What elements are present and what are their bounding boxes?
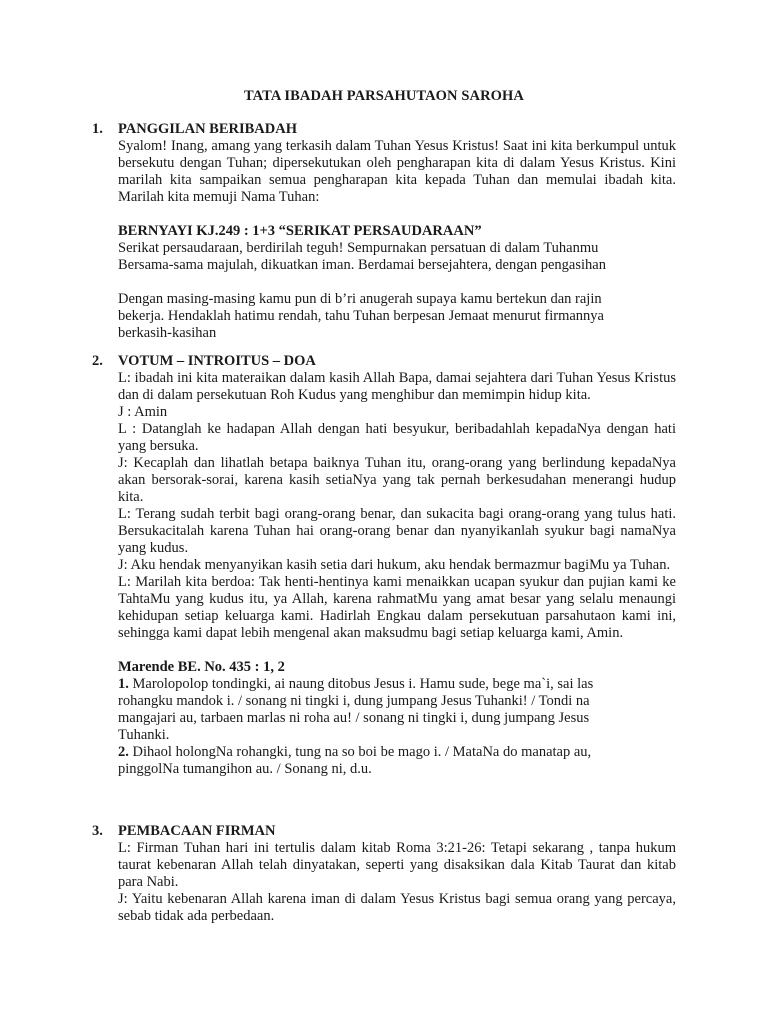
verse-line: berkasih-kasihan	[118, 325, 217, 341]
section-votum-introitus-doa	[92, 353, 676, 778]
verse-line: Serikat persaudaraan, berdirilah teguh! Sempurnakan persatuan di dalam Tuhanmu	[118, 240, 599, 256]
verse-line: rohangku mandok i. / sonang ni tingki i, dung jumpang Jesus Tuhanki! / Tondi na	[118, 693, 590, 709]
verse-line: pinggolNa tumangihon au. / Sonang ni, d.u.	[118, 761, 372, 777]
song-heading: BERNYAYI KJ.249 : 1+3 “SERIKAT PERSAUDARAAN”	[118, 223, 482, 239]
section-heading: VOTUM – INTROITUS – DOA	[118, 353, 316, 369]
page-title: TATA IBADAH PARSAHUTAON SAROHA	[243, 88, 524, 104]
song-heading: Marende BE. No. 435 : 1, 2	[118, 659, 285, 675]
section-paragraph: Syalom! Inang, amang yang terkasih dalam Tuhan Yesus Kristus! Saat ini kita berkumpul untuk bersekutu dengan Tuhan; dipersekutukan oleh pengharapan kita di dalam Yesus Kristus. Kini marilah kita sampaikan semua pengharapan kita kepada Tuhan dan memulai ibadah kita. Marilah kita memuji Nama Tuhan:	[118, 138, 676, 205]
section-pembacaan-firman	[92, 823, 676, 925]
verse-line: 2. Dihaol holongNa rohangki, tung na so boi be mago i. / MataNa do manatap au,	[118, 744, 592, 760]
verse-number: 2.	[118, 744, 129, 760]
section-heading: PANGGILAN BERIBADAH	[118, 121, 297, 137]
verse-line: Tuhanki.	[118, 727, 170, 743]
liturgy-line: J: Kecaplah dan lihatlah betapa baiknya Tuhan itu, orang-orang yang berlindung kepadaNya akan bersorak-sorai, karena kasih setiaNya yang tak pernah berkesudahan menerangi hudup kita.	[118, 455, 676, 505]
liturgy-line: L: ibadah ini kita materaikan dalam kasih Allah Bapa, damai sejahtera dari Tuhan Yesus Kristus dan di dalam persekutuan Roh Kudus yang menghibur dan memimpin hidup kita.	[118, 370, 676, 403]
verse-line: 1. Marolopolop tondingki, ai naung ditobus Jesus i. Hamu sude, bege ma`i, sai las	[118, 676, 594, 692]
section-number: 3.	[92, 823, 103, 839]
liturgy-line: L: Terang sudah terbit bagi orang-orang benar, dan sukacita bagi orang-orang yang tulus hati. Bersukacitalah karena Tuhan hai orang-orang benar dan nyanyikanlah syukur bagi namaNya yang kudus.	[118, 506, 676, 556]
verse-line: bekerja. Hendaklah hatimu rendah, tahu Tuhan berpesan Jemaat menurut firmannya	[118, 308, 604, 324]
liturgy-line: J : Amin	[118, 404, 168, 420]
verse-number: 1.	[118, 676, 129, 692]
verse-line: Bersama-sama majulah, dikuatkan iman. Berdamai bersejahtera, dengan pengasihan	[118, 257, 606, 273]
section-number: 2.	[92, 353, 103, 369]
section-number: 1.	[92, 121, 103, 137]
verse-line: mangajari au, tarbaen marlas ni roha au! / sonang ni tingki i, dung jumpang Jesus	[118, 710, 590, 726]
liturgy-line: L: Marilah kita berdoa: Tak henti-hentinya kami menaikkan ucapan syukur dan pujian kami ke TahtaMu yang kudus itu, ya Allah, karena rahmatMu yang amat besar yang selalu menaungi kehidupan setiap keluarga kami. Hadirlah Engkau dalam persekutuan parsahutaon kami ini, sehingga kami dapat lebih mengenal akan maksudmu bagi setiap keluarga kami, Amin.	[118, 574, 676, 641]
liturgy-line: L: Firman Tuhan hari ini tertulis dalam kitab Roma 3:21-26: Tetapi sekarang , tanpa hukum taurat kebenaran Allah telah dinyatakan, seperti yang disaksikan dala Kitab Taurat dan kitab para Nabi.	[118, 840, 676, 890]
section-panggilan-beribadah	[92, 121, 676, 342]
section-heading: PEMBACAAN FIRMAN	[118, 823, 276, 839]
liturgy-line: J: Yaitu kebenaran Allah karena iman di dalam Yesus Kristus bagi semua orang yang percaya, sebab tidak ada perbedaan.	[118, 891, 676, 924]
liturgy-line: J: Aku hendak menyanyikan kasih setia dari hukum, aku hendak bermazmur bagiMu ya Tuhan.	[118, 557, 671, 573]
liturgy-line: L : Datanglah ke hadapan Allah dengan hati besyukur, beribadahlah kepadaNya dengan hati yang bersuka.	[118, 421, 676, 454]
verse-line: Dengan masing-masing kamu pun di b’ri anugerah supaya kamu bertekun dan rajin	[118, 291, 602, 307]
